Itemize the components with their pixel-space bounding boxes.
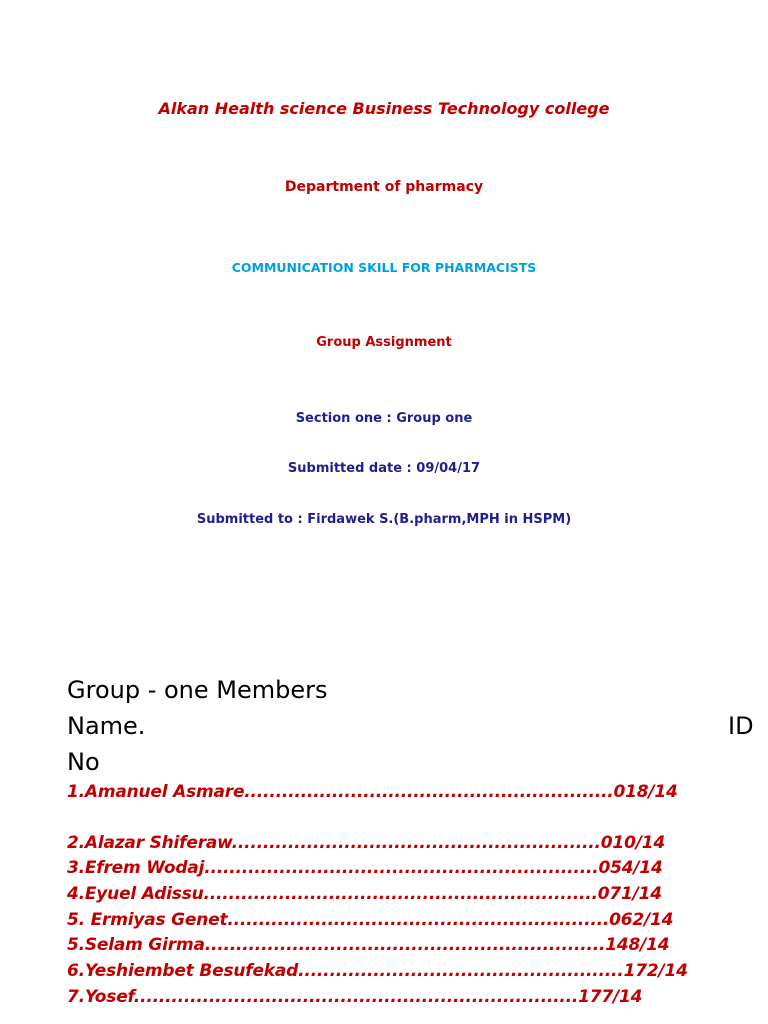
member-row: 4.Eyuel Adissu...............................................................071/14	[67, 884, 662, 904]
id-column-header: ID	[728, 712, 754, 740]
college-name: Alkan Health science Business Technology college	[158, 99, 610, 118]
members-title: Group - one Members	[67, 676, 328, 704]
member-row: 3.Efrem Wodaj...............................................................054/14	[67, 858, 663, 878]
section-group: Section one : Group one	[295, 411, 473, 426]
member-row: 5.Selam Girma................................................................148/14	[67, 935, 670, 955]
submitted-to: Submitted to : Firdawek S.(B.pharm,MPH in HSPM)	[196, 512, 572, 527]
no-column-header: No	[67, 748, 100, 776]
submitted-date: Submitted date : 09/04/17	[287, 461, 481, 476]
member-row: 5. Ermiyas Genet.............................................................062/14	[67, 910, 674, 930]
assignment-type: Group Assignment	[316, 335, 452, 350]
member-row: 7.Yosef.......................................................................177/14	[67, 987, 643, 1007]
member-row: 1.Amanuel Asmare...........................................................018/14	[67, 782, 678, 802]
department-name: Department of pharmacy	[284, 179, 484, 195]
course-title: COMMUNICATION SKILL FOR PHARMACISTS	[231, 260, 537, 275]
member-row: 2.Alazar Shiferaw...........................................................010/14	[67, 833, 665, 853]
member-row: 6.Yeshiembet Besufekad....................................................172/14	[67, 961, 688, 981]
name-column-header: Name.	[67, 712, 146, 740]
